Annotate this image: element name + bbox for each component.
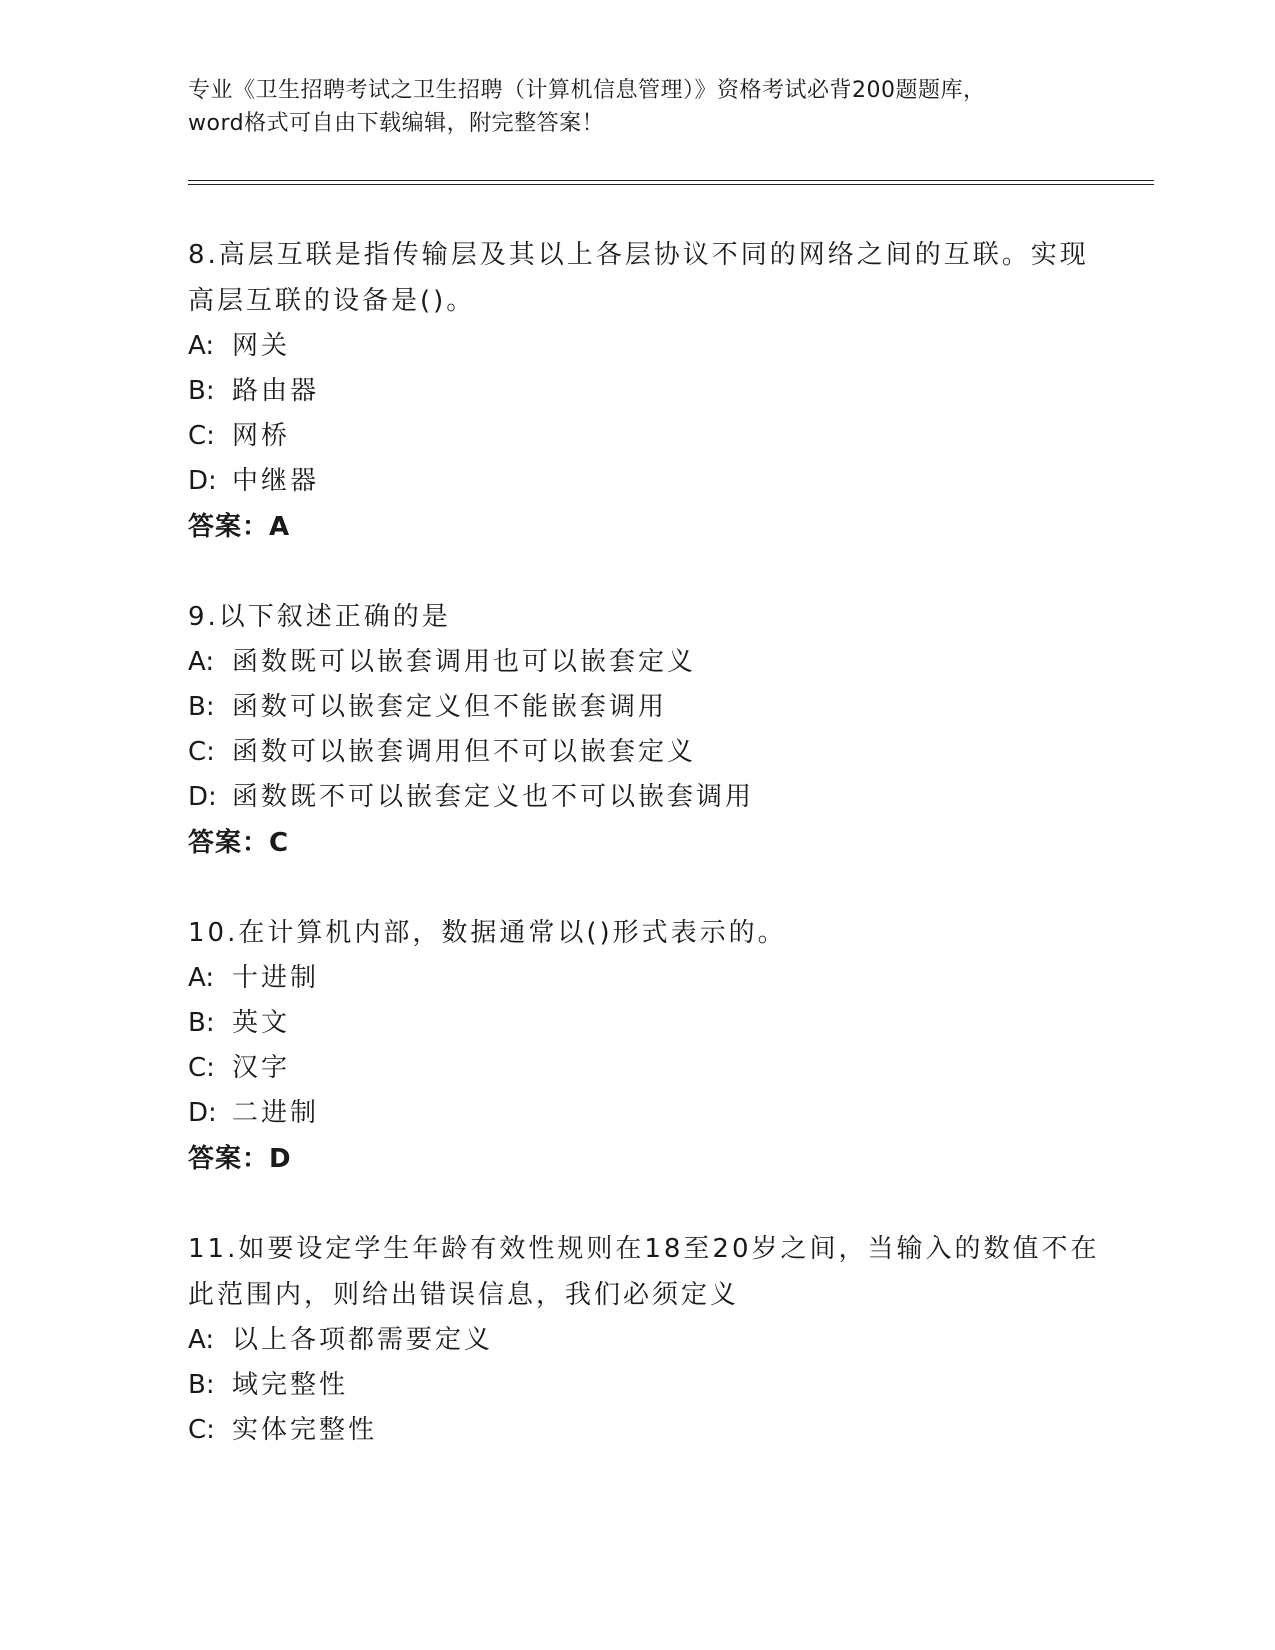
question-stem: 9.以下叙述正确的是: [188, 602, 451, 632]
option-letter: C:: [188, 1053, 215, 1083]
option-text: 汉字: [232, 1053, 291, 1083]
question-stem: 8.高层互联是指传输层及其以上各层协议不同的网络之间的互联。实现高层互联的设备是()。: [188, 240, 1089, 316]
page-header: [188, 74, 1088, 140]
option-c: [188, 1046, 1108, 1091]
option-a: [188, 1318, 1108, 1363]
option-letter: B:: [188, 692, 215, 722]
option-b: [188, 1001, 1108, 1046]
option-d: [188, 775, 1108, 820]
option-b: [188, 685, 1108, 730]
option-text: 函数既不可以嵌套定义也不可以嵌套调用: [232, 782, 755, 812]
option-b: [188, 1363, 1108, 1408]
option-letter: D:: [188, 466, 217, 496]
answer-line: 答案：A: [188, 512, 291, 542]
option-text: 十进制: [232, 963, 320, 993]
option-letter: B:: [188, 1008, 215, 1038]
question-stem: 11.如要设定学生年龄有效性规则在18至20岁之间，当输入的数值不在此范围内，则给出错误信息，我们必须定义: [188, 1234, 1100, 1310]
option-text: 函数可以嵌套调用但不可以嵌套定义: [232, 737, 697, 767]
option-text: 以上各项都需要定义: [232, 1325, 494, 1355]
option-text: 网关: [232, 331, 291, 361]
option-c: [188, 730, 1108, 775]
option-text: 路由器: [232, 376, 320, 406]
option-a: [188, 956, 1108, 1001]
question-list: [188, 232, 1108, 1497]
option-letter: A:: [188, 963, 215, 993]
option-letter: C:: [188, 1415, 215, 1445]
option-text: 二进制: [232, 1098, 320, 1128]
question-10: [188, 910, 1108, 1182]
option-letter: C:: [188, 421, 215, 451]
option-letter: B:: [188, 1370, 215, 1400]
option-letter: A:: [188, 1325, 215, 1355]
option-c: [188, 414, 1108, 459]
answer-line: 答案：C: [188, 828, 290, 858]
option-text: 函数可以嵌套定义但不能嵌套调用: [232, 692, 668, 722]
question-9: [188, 594, 1108, 866]
question-stem: 10.在计算机内部，数据通常以()形式表示的。: [188, 918, 787, 948]
answer-line: 答案：D: [188, 1144, 292, 1174]
option-letter: D:: [188, 782, 217, 812]
option-text: 网桥: [232, 421, 291, 451]
header-double-rule: [188, 180, 1154, 185]
option-text: 函数既可以嵌套调用也可以嵌套定义: [232, 647, 697, 677]
header-line-1: 专业《卫生招聘考试之卫生招聘（计算机信息管理）》资格考试必背200题题库，: [188, 78, 986, 103]
header-line-2: word格式可自由下载编辑，附完整答案！: [188, 111, 605, 136]
option-c: [188, 1408, 1108, 1453]
option-d: [188, 1091, 1108, 1136]
option-text: 中继器: [232, 466, 320, 496]
option-text: 英文: [232, 1008, 291, 1038]
option-a: [188, 640, 1108, 685]
option-letter: A:: [188, 647, 215, 677]
option-text: 域完整性: [232, 1370, 349, 1400]
option-letter: A:: [188, 331, 215, 361]
option-letter: C:: [188, 737, 215, 767]
question-11: [188, 1226, 1108, 1453]
option-text: 实体完整性: [232, 1415, 378, 1445]
question-8: [188, 232, 1108, 550]
option-b: [188, 369, 1108, 414]
option-letter: B:: [188, 376, 215, 406]
option-letter: D:: [188, 1098, 217, 1128]
option-a: [188, 324, 1108, 369]
option-d: [188, 459, 1108, 504]
